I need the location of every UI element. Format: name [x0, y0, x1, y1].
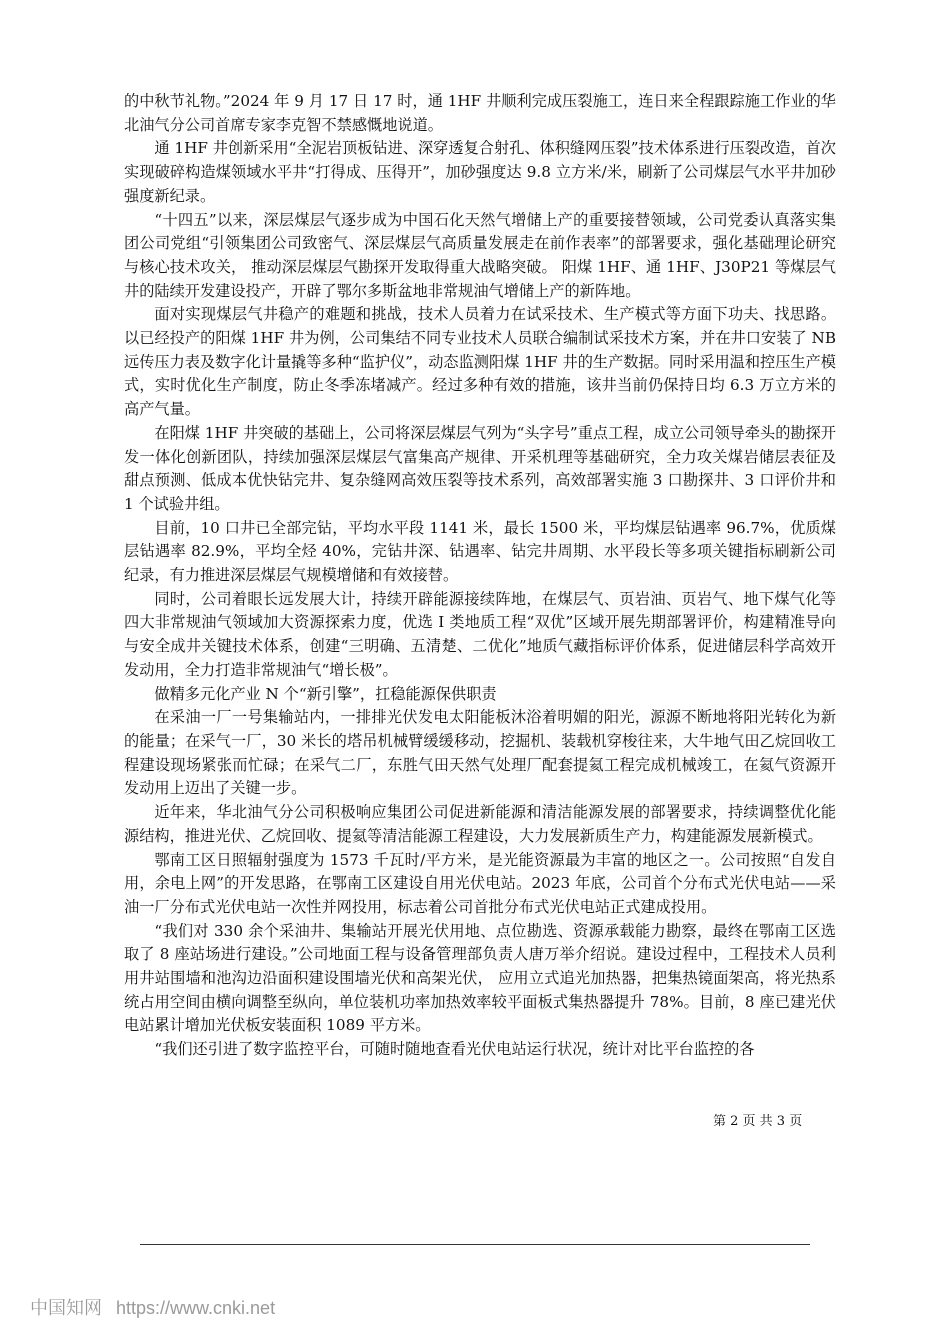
watermark-url: https://www.cnki.net — [116, 1298, 276, 1318]
watermark-site-name: 中国知网 — [30, 1298, 102, 1318]
paragraph-5: 在阳煤 1HF 井突破的基础上，公司将深层煤层气列为“头字号”重点工程，成立公司领导牵头的勘探开发一体化创新团队，持续加强深层煤层气富集高产规律、开采机理等基础研究，全力攻关煤岩储层表征及甜点预测、低成本优快钻完井、复杂缝网高效压裂等技术系列，高效部署实施 3 口勘探井、3 口评价井和 1 个试验井组。 — [124, 423, 836, 513]
paragraph-11: 鄂南工区日照辐射强度为 1573 千瓦时/平方米，是光能资源最为丰富的地区之一。公司按照“自发自用，余电上网”的开发思路，在鄂南工区建设自用光伏电站。2023 年底，公司首个分布式光伏电站——采油一厂分布式光伏电站一次性并网投用，标志着公司首批分布式光伏电站正式建成投用。 — [124, 850, 836, 916]
article-body — [124, 90, 836, 1062]
paragraph-10: 近年来，华北油气分公司积极响应集团公司促进新能源和清洁能源发展的部署要求，持续调整优化能源结构，推进光伏、乙烷回收、提氦等清洁能源工程建设，大力发展新质生产力，构建能源发展新模式。 — [124, 803, 836, 845]
paragraph-1: 的中秋节礼物。”2024 年 9 月 17 日 17 时，通 1HF 井顺利完成压裂施工，连日来全程跟踪施工作业的华北油气分公司首席专家李克智不禁感慨地说道。 — [124, 92, 836, 134]
section-heading: 做精多元化产业 N 个“新引擎”，扛稳能源保供职责 — [154, 684, 497, 703]
paragraph-2: 通 1HF 井创新采用“全泥岩顶板钻进、深穿透复合射孔、体积缝网压裂”技术体系进行压裂改造，首次实现破碎构造煤领域水平井“打得成、压得开”，加砂强度达 9.8 立方米/米，刷新了公司煤层气水平井加砂强度新纪录。 — [124, 139, 836, 205]
paragraph-3: “十四五”以来，深层煤层气逐步成为中国石化天然气增储上产的重要接替领域，公司党委认真落实集团公司党组“引领集团公司致密气、深层煤层气高质量发展走在前作表率”的部署要求，强化基础理论研究与核心技术攻关， 推动深层煤层气勘探开发取得重大战略突破。 阳煤 1HF、通 1HF、J30P21 等煤层气井的陆续开发建设投产，开辟了鄂尔多斯盆地非常规油气增储上产的新阵地。 — [124, 210, 836, 300]
paragraph-7: 同时，公司着眼长远发展大计，持续开辟能源接续阵地，在煤层气、页岩油、页岩气、地下煤气化等四大非常规油气领域加大资源探索力度，优选 I 类地质工程“双优”区域开展先期部署评价，构建精准导向与安全成井关键技术体系，创建“三明确、五清楚、二优化”地质气藏指标评价体系，促进储层科学高效开发动用，全力打造非常规油气“增长极”。 — [124, 589, 836, 679]
paragraph-12: “我们对 330 余个采油井、集输站开展光伏用地、点位勘选、资源承载能力勘察，最终在鄂南工区选取了 8 座站场进行建设。”公司地面工程与设备管理部负责人唐万举介绍说。建设过程中，工程技术人员利用井站围墙和池沟边沿面积建设围墙光伏和高架光伏， 应用立式追光加热器，把集热镜面架高，将光热系统占用空间由横向调整至纵向，单位装机功率加热效率较平面板式集热器提升 78%。目前，8 座已建光伏电站累计增加光伏板安装面积 1089 平方米。 — [124, 921, 836, 1035]
paragraph-13: “我们还引进了数字监控平台，可随时随地查看光伏电站运行状况，统计对比平台监控的各 — [154, 1040, 755, 1059]
page-number: 第 2 页 共 3 页 — [713, 1114, 803, 1129]
cnki-watermark — [30, 1294, 289, 1320]
footer-divider — [140, 1244, 810, 1245]
paragraph-4: 面对实现煤层气井稳产的难题和挑战，技术人员着力在试采技术、生产模式等方面下功夫、找思路。以已经投产的阳煤 1HF 井为例，公司集结不同专业技术人员联合编制试采技术方案，并在井口安装了 NB 远传压力表及数字化计量撬等多种“监护仪”，动态监测阳煤 1HF 井的生产数据。同时采用温和控压生产模式，实时优化生产制度，防止冬季冻堵减产。经过多种有效的措施，该井当前仍保持日均 6.3 万立方米的高产气量。 — [124, 305, 836, 419]
paragraph-9: 在采油一厂一号集输站内，一排排光伏发电太阳能板沐浴着明媚的阳光，源源不断地将阳光转化为新的能量；在采气一厂，30 米长的塔吊机械臂缓缓移动，挖掘机、装载机穿梭往来，大牛地气田乙烷回收工程建设现场紧张而忙碌；在采气二厂，东胜气田天然气处理厂配套提氦工程完成机械竣工，在氦气资源开发动用上迈出了关键一步。 — [124, 708, 836, 798]
paragraph-6: 目前，10 口井已全部完钻，平均水平段 1141 米，最长 1500 米，平均煤层钻遇率 96.7%，优质煤层钻遇率 82.9%，平均全烃 40%，完钻井深、钻遇率、钻完井周期、水平段长等多项关键指标刷新公司纪录，有力推进深层煤层气规模增储和有效接替。 — [124, 518, 836, 585]
